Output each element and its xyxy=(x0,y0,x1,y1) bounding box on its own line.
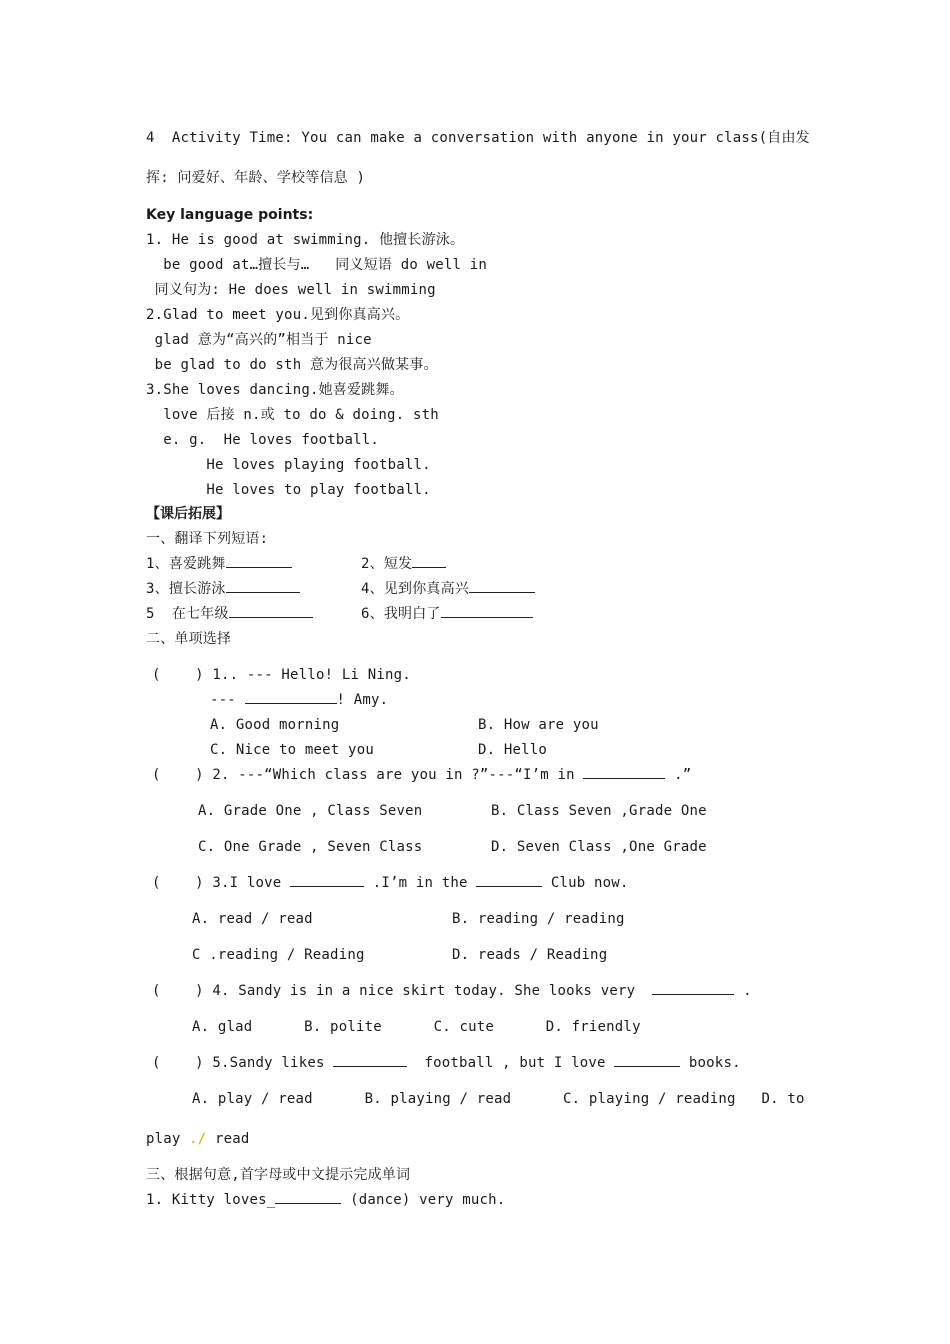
part2-title: 二、单项选择 xyxy=(146,631,232,647)
answer-blank[interactable] xyxy=(652,982,734,995)
answer-blank[interactable] xyxy=(275,1191,341,1204)
activity-line-1: 4 Activity Time: You can make a conversation with anyone in your class(自由发 xyxy=(146,130,810,146)
key-point-line: He loves to play football. xyxy=(146,482,431,498)
option-a[interactable]: A. read / read xyxy=(192,911,313,927)
part1-title: 一、翻译下列短语: xyxy=(146,531,269,547)
key-point-line: 1. He is good at swimming. 他擅长游泳。 xyxy=(146,232,465,248)
question-2-stem: ( ) 2. ---“Which class are you in ?”---“I’m in .” xyxy=(152,767,692,783)
answer-blank[interactable] xyxy=(476,874,542,887)
phrase-item: 5 在七年级 xyxy=(146,605,313,623)
question-1-stem: ( ) 1.. --- Hello! Li Ning. xyxy=(152,667,411,683)
option-a[interactable]: A. Grade One , Class Seven xyxy=(198,803,423,819)
key-point-line: 同义句为: He does well in swimming xyxy=(146,282,436,298)
key-point-line: He loves playing football. xyxy=(146,457,431,473)
answer-blank[interactable] xyxy=(469,580,535,593)
part3-title: 三、根据句意,首字母或中文提示完成单词 xyxy=(146,1167,411,1183)
question-4-options[interactable]: A. glad B. polite C. cute D. friendly xyxy=(192,1019,641,1035)
key-point-line: be glad to do sth 意为很高兴做某事。 xyxy=(146,357,438,373)
option-c[interactable]: C. Nice to meet you xyxy=(210,742,374,758)
part3-question-1: 1. Kitty loves_ (dance) very much. xyxy=(146,1192,506,1208)
question-5-options[interactable]: A. play / read B. playing / read C. playing / reading D. to xyxy=(192,1091,805,1107)
question-3-stem: ( ) 3.I love .I’m in the Club now. xyxy=(152,875,629,891)
answer-blank[interactable] xyxy=(226,580,300,593)
phrase-item: 4、见到你真高兴 xyxy=(361,580,535,598)
key-point-line: love 后接 n.或 to do & doing. sth xyxy=(146,407,439,423)
key-point-line: 2.Glad to meet you.见到你真高兴。 xyxy=(146,307,410,323)
answer-blank[interactable] xyxy=(226,555,292,568)
answer-blank[interactable] xyxy=(229,605,313,618)
key-point-line: 3.She loves dancing.她喜爱跳舞。 xyxy=(146,382,404,398)
option-c[interactable]: C .reading / Reading xyxy=(192,947,365,963)
option-b[interactable]: B. reading / reading xyxy=(452,911,625,927)
phrase-item: 3、擅长游泳 xyxy=(146,580,300,598)
answer-blank[interactable] xyxy=(245,691,337,704)
option-d[interactable]: D. Hello xyxy=(478,742,548,758)
question-5-options-continued: play ./ read xyxy=(146,1131,250,1147)
question-4-stem: ( ) 4. Sandy is in a nice skirt today. She looks very . xyxy=(152,983,752,999)
answer-blank[interactable] xyxy=(412,555,446,568)
extension-heading: 【课后拓展】 xyxy=(146,506,230,522)
option-d[interactable]: D. Seven Class ,One Grade xyxy=(491,839,707,855)
phrase-item: 6、我明白了 xyxy=(361,605,533,623)
question-5-stem: ( ) 5.Sandy likes football , but I love books. xyxy=(152,1055,741,1071)
answer-blank[interactable] xyxy=(290,874,364,887)
phrase-item: 2、短发 xyxy=(361,555,446,573)
answer-blank[interactable] xyxy=(614,1054,680,1067)
question-1-line-2: --- ! Amy. xyxy=(210,692,389,708)
answer-blank[interactable] xyxy=(333,1054,407,1067)
option-a[interactable]: A. Good morning xyxy=(210,717,340,733)
key-point-line: be good at…擅长与… 同义短语 do well in xyxy=(146,257,488,273)
answer-blank[interactable] xyxy=(441,605,533,618)
key-point-line: glad 意为“高兴的”相当于 nice xyxy=(146,332,372,348)
check-mark-icon: ./ xyxy=(189,1131,207,1147)
phrase-item: 1、喜爱跳舞 xyxy=(146,555,292,573)
option-d[interactable]: D. reads / Reading xyxy=(452,947,608,963)
activity-line-2: 挥: 问爱好、年龄、学校等信息 ) xyxy=(146,170,366,186)
key-points-heading: Key language points: xyxy=(146,207,314,223)
option-c[interactable]: C. One Grade , Seven Class xyxy=(198,839,423,855)
option-b[interactable]: B. How are you xyxy=(478,717,599,733)
answer-blank[interactable] xyxy=(583,766,665,779)
key-point-line: e. g. He loves football. xyxy=(146,432,379,448)
option-b[interactable]: B. Class Seven ,Grade One xyxy=(491,803,707,819)
